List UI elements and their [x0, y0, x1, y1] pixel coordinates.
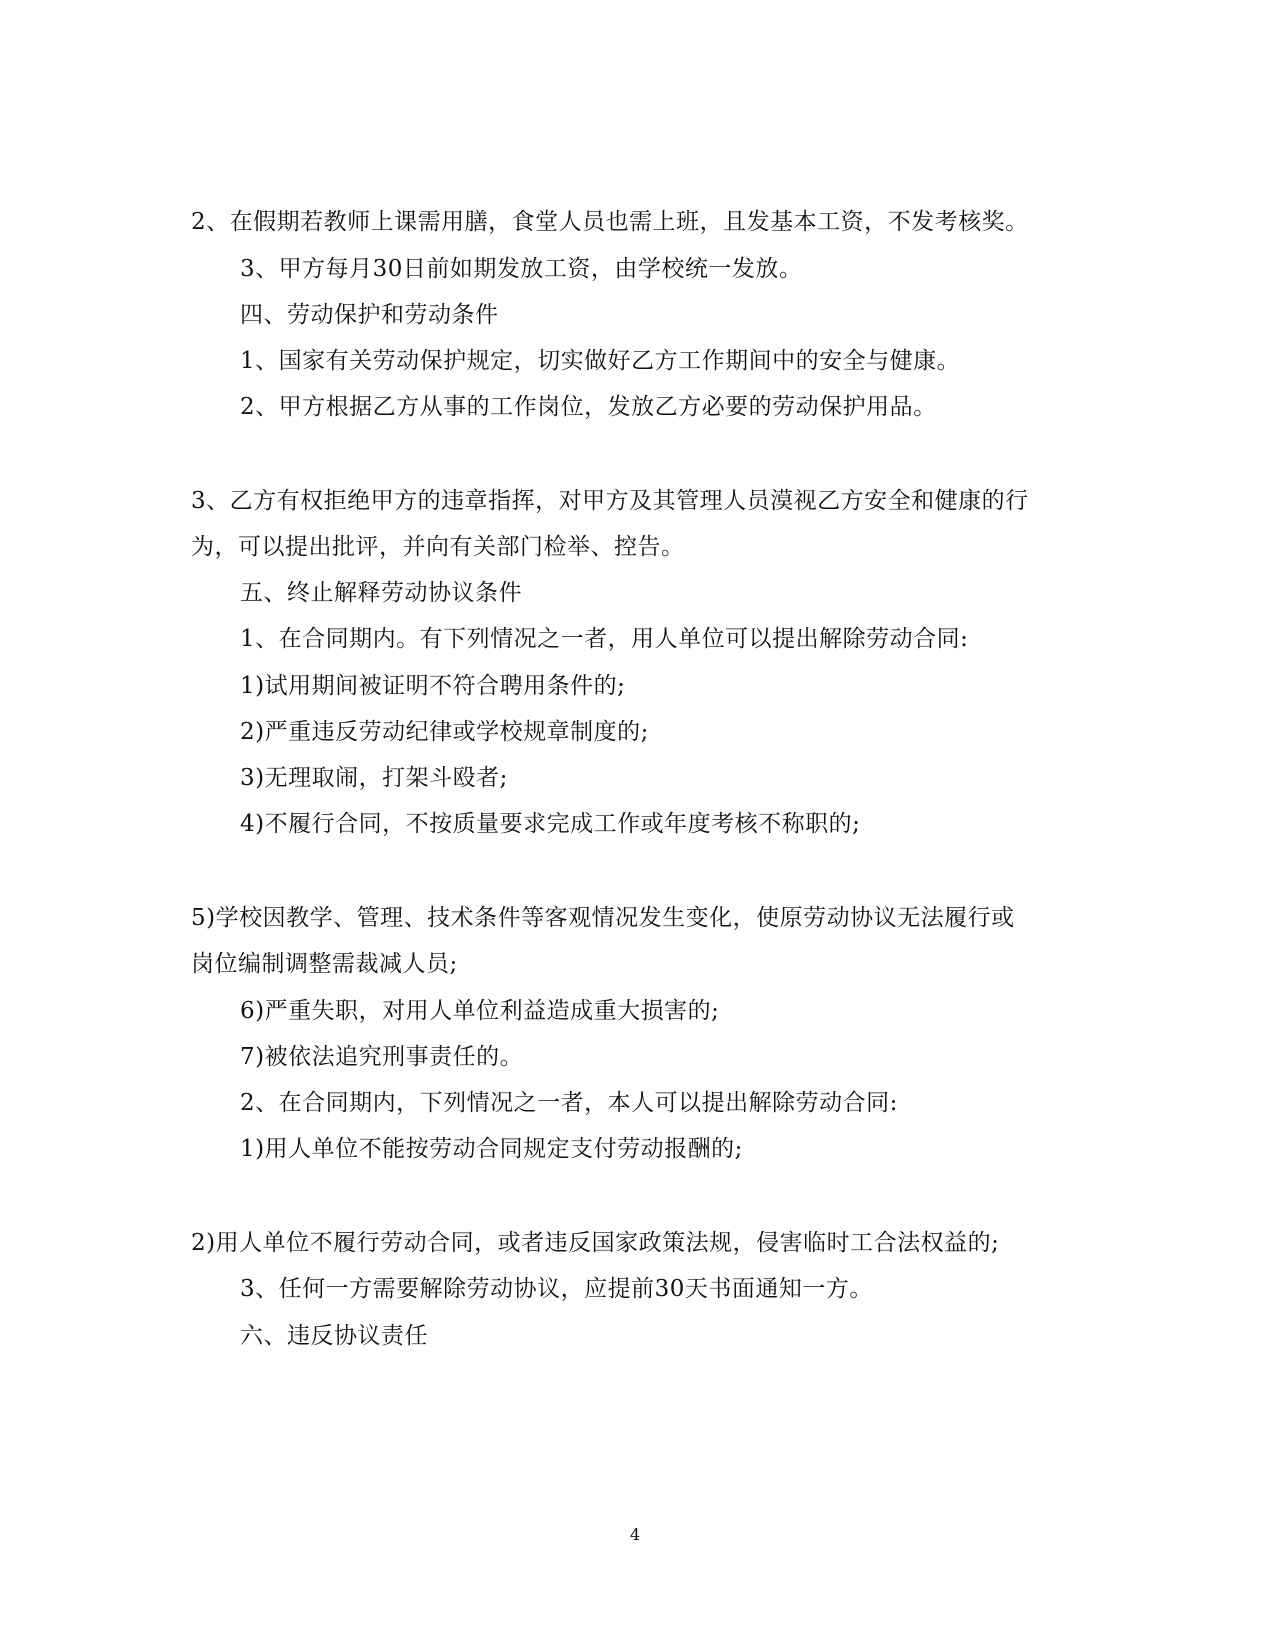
list-item: 3)无理取闹，打架斗殴者;	[240, 765, 508, 791]
list-item: 2)用人单位不履行劳动合同，或者违反国家政策法规，侵害临时工合法权益的;	[191, 1230, 1000, 1256]
paragraph-line: 2、在合同期内，下列情况之一者，本人可以提出解除劳动合同:	[240, 1090, 898, 1116]
section-heading: 六、违反协议责任	[240, 1323, 428, 1349]
list-item: 1)用人单位不能按劳动合同规定支付劳动报酬的;	[240, 1136, 743, 1162]
list-item: 2)严重违反劳动纪律或学校规章制度的;	[240, 719, 649, 745]
list-item: 4)不履行合同，不按质量要求完成工作或年度考核不称职的;	[240, 811, 861, 837]
list-item: 1)试用期间被证明不符合聘用条件的;	[240, 673, 626, 699]
list-item-continuation: 岗位编制调整需裁减人员;	[191, 951, 458, 977]
paragraph-line: 3、任何一方需要解除劳动协议，应提前30天书面通知一方。	[240, 1276, 873, 1302]
page-number: 4	[630, 1525, 641, 1544]
list-item: 5)学校因教学、管理、技术条件等客观情况发生变化，使原劳动协议无法履行或	[191, 905, 1015, 931]
section-heading: 四、劳动保护和劳动条件	[240, 302, 499, 328]
section-heading: 五、终止解释劳动协议条件	[240, 580, 522, 606]
paragraph-line: 2、在假期若教师上课需用膳，食堂人员也需上班，且发基本工资，不发考核奖。	[191, 209, 1029, 235]
paragraph-line: 1、国家有关劳动保护规定，切实做好乙方工作期间中的安全与健康。	[240, 348, 961, 374]
list-item: 6)严重失职，对用人单位利益造成重大损害的;	[240, 998, 720, 1024]
list-item: 7)被依法追究刑事责任的。	[240, 1044, 524, 1070]
paragraph-line: 3、乙方有权拒绝甲方的违章指挥，对甲方及其管理人员漠视乙方安全和健康的行	[191, 488, 1029, 514]
paragraph-line: 3、甲方每月30日前如期发放工资，由学校统一发放。	[240, 256, 803, 282]
paragraph-line: 2、甲方根据乙方从事的工作岗位，发放乙方必要的劳动保护用品。	[240, 394, 937, 420]
paragraph-line: 为，可以提出批评，并向有关部门检举、控告。	[191, 534, 685, 560]
paragraph-line: 1、在合同期内。有下列情况之一者，用人单位可以提出解除劳动合同:	[240, 626, 969, 652]
